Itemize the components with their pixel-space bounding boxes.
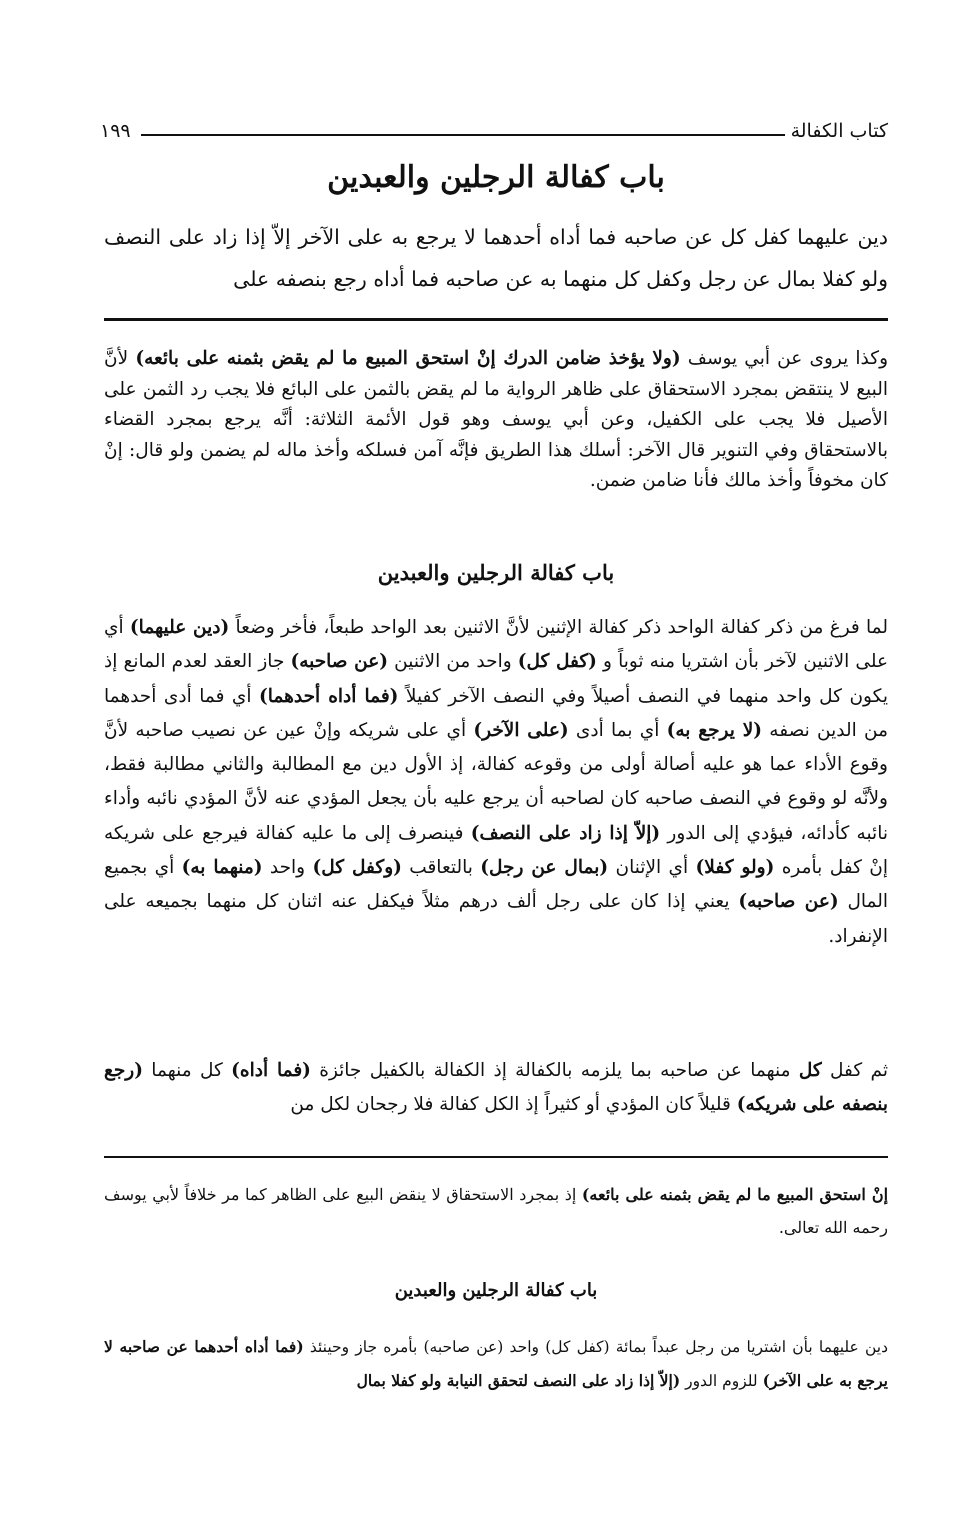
page-number: ١٩٩ xyxy=(100,120,131,142)
commentary-heading: باب كفالة الرجلين والعبدين xyxy=(377,560,615,585)
page-header xyxy=(100,110,888,142)
matn-separator xyxy=(104,318,888,321)
footnote-separator xyxy=(104,1156,888,1158)
footnote-heading: باب كفالة الرجلين والعبدين xyxy=(394,1280,598,1301)
commentary-paragraph-2: ثم كفل كل منهما عن صاحبه بما يلزمه بالكفالة إذ الكفالة بالكفيل جائزة (فما أداه) كل منهما (رجع بنصفه على شريكه) قليلاً كان المؤدي أو كثيراً إذ الكل كفالة فلا رجحان لكل من xyxy=(104,1060,888,1115)
commentary-paragraph: لما فرغ من ذكر كفالة الواحد ذكر كفالة الإثنين لأنَّ الاثنين بعد الواحد طبعاً، فأخر وضعاً (دين عليهما) أي على الاثنين لآخر بأن اشتريا منه ثوباً و (كفل كل) واحد من الاثنين (عن صاحبه) جاز العقد لعدم المانع إذ يكون كل واحد منهما في النصف أصيلاً وفي النصف الآخر كفيلاً (فما أداه أحدهما) أي فما أدى أحدهما من الدين نصفه (لا يرجع به) أي بما أدى (على الآخر) أي على شريكه وإنْ عين عن نصيب صاحبه لأنَّ وقوع الأداء عما هو عليه أصالة أولى من وقوعه كفالة، إذ الأول دين مع المطالبة والثاني مطالبة فقط، ولأنَّه لو وقوع في النصف صاحبه كان لصاحبه أن يرجع عليه بأن يجعل المؤدي عنه لأنَّ المؤدي نائبه وأداء نائبه كأدائه، فيؤدي إلى الدور (إلاّ إذا زاد على النصف) فينصرف إلى ما عليه كفالة فيرجع على شريكه إنْ كفل بأمره (ولو كفلا) أي الإثنان (بمال عن رجل) بالتعاقب (وكفل كل) واحد (منهما به) أي بجميع المال (عن صاحبه) يعني إذا كان على رجل ألف درهم مثلاً فيكفل عنه اثنان كل منهما بجميعه على الإنفراد. xyxy=(104,617,889,947)
running-title: كتاب الكفالة xyxy=(790,120,888,142)
header-rule xyxy=(141,134,785,136)
chapter-heading: باب كفالة الرجلين والعبدين xyxy=(327,160,665,195)
footnote-continuation: إنْ استحق المبيع ما لم يقض بثمنه على بائعه) إذ بمجرد الاستحقاق لا ينقض البيع على الظاهر كما مر خلافاً لأبي يوسف رحمه الله تعالى. xyxy=(104,1185,889,1237)
commentary-continuation: وكذا يروى عن أبي يوسف (ولا يؤخذ ضامن الدرك إنْ استحق المبيع ما لم يقض بثمنه على بائعه) لأنَّ البيع لا ينتقض بمجرد الاستحقاق على ظاهر الرواية ما لم يقض بالثمن على البائع فلا يجب رد الثمن على الأصيل فلا يجب على الكفيل، وعن أبي يوسف وهو قول الأئمة الثلاثة: أنَّه يرجع بمجرد القضاء بالاستحقاق وفي التنوير قال الآخر: أسلك هذا الطريق فإنَّه آمن فسلكه وأخذ ماله لم يضمن ولو قال: إنْ كان مخوفاً وأخذ مالك فأنا ضامن ضمن. xyxy=(104,348,888,491)
matn-text: دين عليهما كفل كل عن صاحبه فما أداه أحدهما لا يرجع به على الآخر إلاّ إذا زاد على النصف ولو كفلا بمال عن رجل وكفل كل منهما به عن صاحبه فما أداه رجع بنصفه على xyxy=(104,225,888,291)
footnote-paragraph: دين عليهما بأن اشتريا من رجل عبداً بمائة (كفل كل) واحد (عن صاحبه) بأمره جاز وحينئذ (فما أداه أحدهما عن صاحبه لا يرجع به على الآخر) للزوم الدور (إلاّ إذا زاد على النصف لتحقق النيابة ولو كفلا بمال xyxy=(104,1337,889,1390)
